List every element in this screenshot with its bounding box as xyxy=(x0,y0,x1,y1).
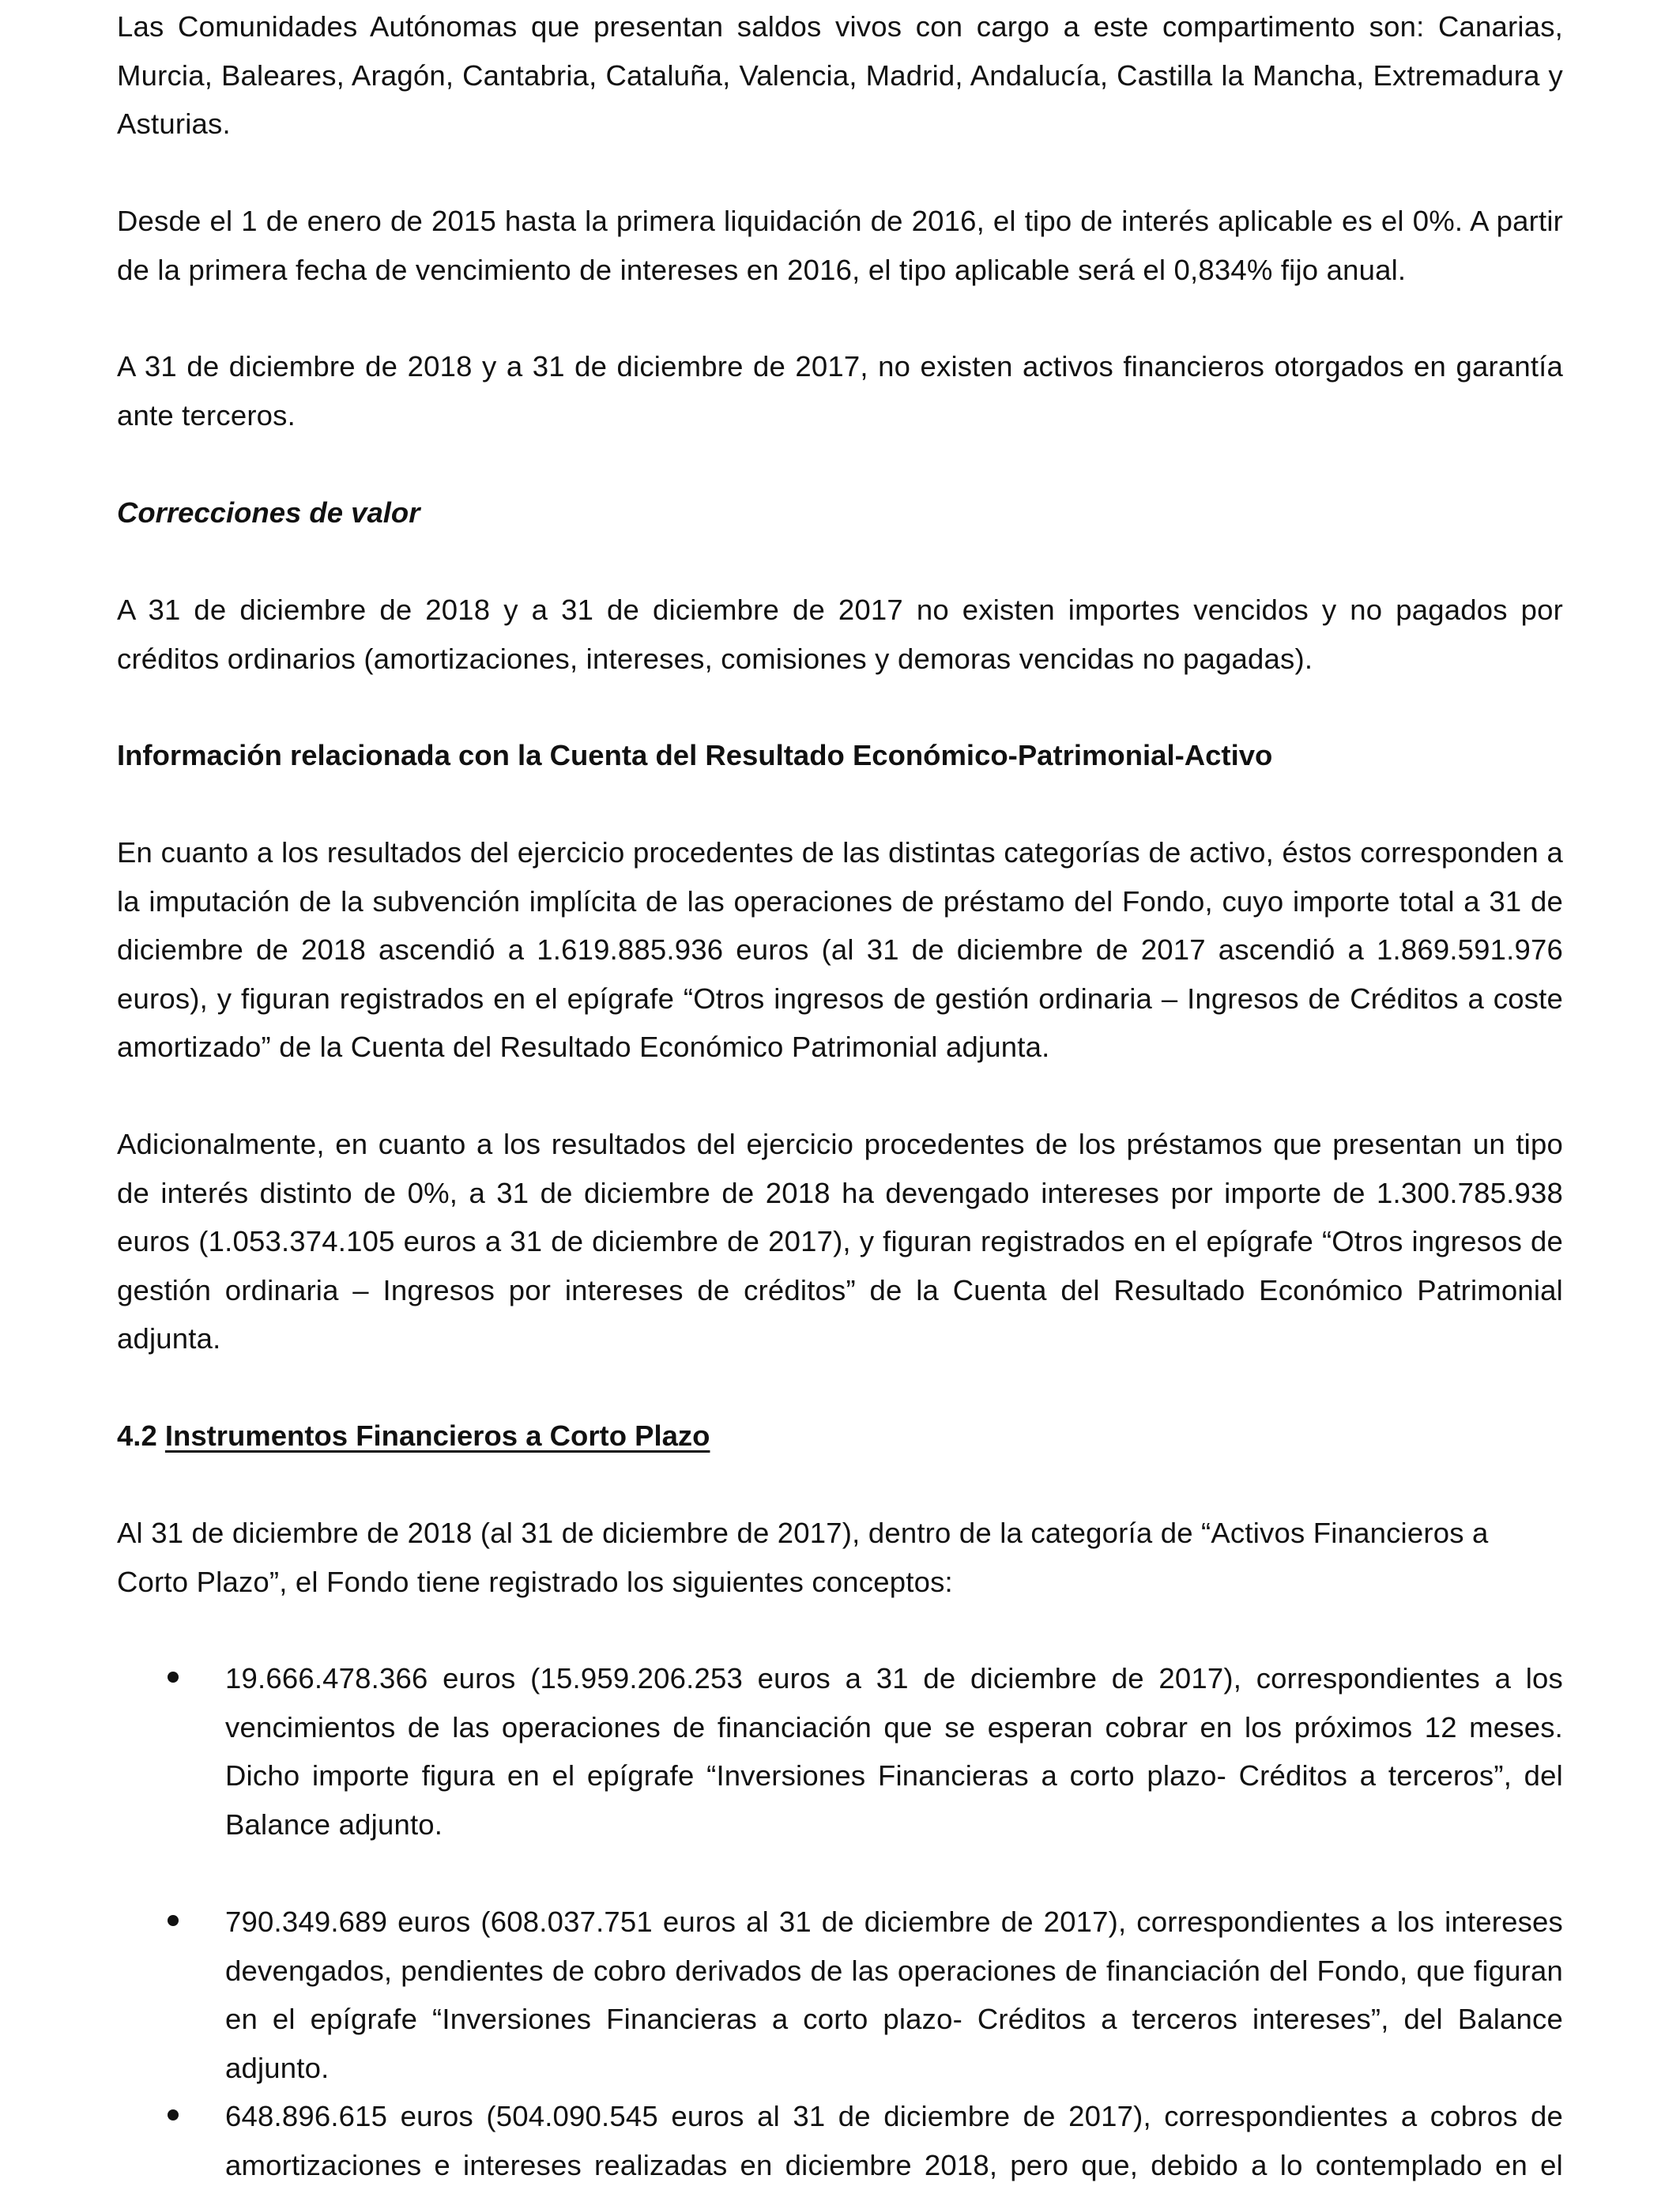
paragraph-text: Adicionalmente, en cuanto a los resultados del ejercicio procedentes de los préstamos que presentan un tipo de interés distinto de 0%, a 31 de diciembre de 2018 ha devengado intereses por importe de 1.300.785.938 euros (1.053.374.105 euros a 31 de diciembre de 2017), y figuran registrados en el epígrafe “Otros ingresos de gestión ordinaria – Ingresos por intereses de créditos” de la Cuenta del Resultado Económico Patrimonial adjunta. xyxy=(117,1128,1563,1355)
paragraph-text: Las Comunidades Autónomas que presentan saldos vivos con cargo a este compartimento son: Canarias, Murcia, Baleares, Aragón, Cantabria, Cataluña, Valencia, Madrid, Andalucía, Castilla la Mancha, Extremadura y Asturias. xyxy=(117,10,1563,140)
list-item xyxy=(117,1898,1563,2092)
section-title: Instrumentos Financieros a Corto Plazo xyxy=(164,1419,710,1452)
paragraph-importes-vencidos xyxy=(117,586,1563,683)
paragraph-resultados-ejercicio xyxy=(117,828,1563,1072)
list-item xyxy=(117,2092,1563,2189)
heading-informacion-relacionada xyxy=(117,731,1563,780)
section-number: 4.2 xyxy=(117,1419,157,1452)
bullet-icon xyxy=(168,2109,179,2120)
list-item-text: 648.896.615 euros (504.090.545 euros al 31 de diciembre de 2017), correspondientes a cobros de amortizaciones e intereses realizadas en diciembre 2018, pero que, debido a lo contemplado en el xyxy=(225,2100,1563,2181)
heading-text: Información relacionada con la Cuenta del Resultado Económico-Patrimonial-Activo xyxy=(117,739,1273,771)
paragraph-adicionalmente xyxy=(117,1120,1563,1363)
paragraph-comunidades xyxy=(117,2,1563,149)
paragraph-text: A 31 de diciembre de 2018 y a 31 de diciembre de 2017 no existen importes vencidos y no pagados por créditos ordinarios (amortizaciones, intereses, comisiones y demoras vencidas no pagadas). xyxy=(117,594,1563,675)
paragraph-text: Al 31 de diciembre de 2018 (al 31 de diciembre de 2017), dentro de la categoría de “Activos Financieros a Corto Plazo”, el Fondo tiene registrado los siguientes conceptos: xyxy=(117,1517,1489,1598)
paragraph-activos-corto-plazo xyxy=(117,1509,1563,1606)
paragraph-text: A 31 de diciembre de 2018 y a 31 de diciembre de 2017, no existen activos financieros otorgados en garantía ante terceros. xyxy=(117,350,1563,432)
paragraph-tipo-interes xyxy=(117,197,1563,294)
section-heading-text xyxy=(117,1412,1563,1461)
paragraph-garantia xyxy=(117,342,1563,439)
bullet-icon xyxy=(168,1915,179,1926)
paragraph-text: En cuanto a los resultados del ejercicio procedentes de las distintas categorías de activo, éstos corresponden a la imputación de la subvención implícita de las operaciones de préstamo del Fondo, cuyo importe total a 31 de diciembre de 2018 ascendió a 1.619.885.936 euros (al 31 de diciembre de 2017 ascendió a 1.869.591.976 euros), y figuran registrados en el epígrafe “Otros ingresos de gestión ordinaria – Ingresos de Créditos a coste amortizado” de la Cuenta del Resultado Económico Patrimonial adjunta. xyxy=(117,836,1563,1063)
bullet-icon xyxy=(168,1672,179,1683)
heading-text: Correcciones de valor xyxy=(117,496,420,529)
heading-correcciones-de-valor xyxy=(117,488,1563,537)
list-item-text: 790.349.689 euros (608.037.751 euros al 31 de diciembre de 2017), correspondientes a los intereses devengados, pendientes de cobro derivados de las operaciones de financiación del Fondo, que figuran en el epígrafe “Inversiones Financieras a corto plazo- Créditos a terceros intereses”, del Balance adjunto. xyxy=(225,1906,1563,2084)
section-heading-4-2 xyxy=(117,1412,1563,1461)
list-item xyxy=(117,1654,1563,1849)
list-item-text: 19.666.478.366 euros (15.959.206.253 euros a 31 de diciembre de 2017), correspondientes a los vencimientos de las operaciones de financiación que se esperan cobrar en los próximos 12 meses. Dicho importe figura en el epígrafe “Inversiones Financieras a corto plazo- Créditos a terceros”, del Balance adjunto. xyxy=(225,1662,1563,1841)
paragraph-text: Desde el 1 de enero de 2015 hasta la primera liquidación de 2016, el tipo de interés aplicable es el 0%. A partir de la primera fecha de vencimiento de intereses en 2016, el tipo aplicable será el 0,834% fijo anual. xyxy=(117,205,1563,286)
